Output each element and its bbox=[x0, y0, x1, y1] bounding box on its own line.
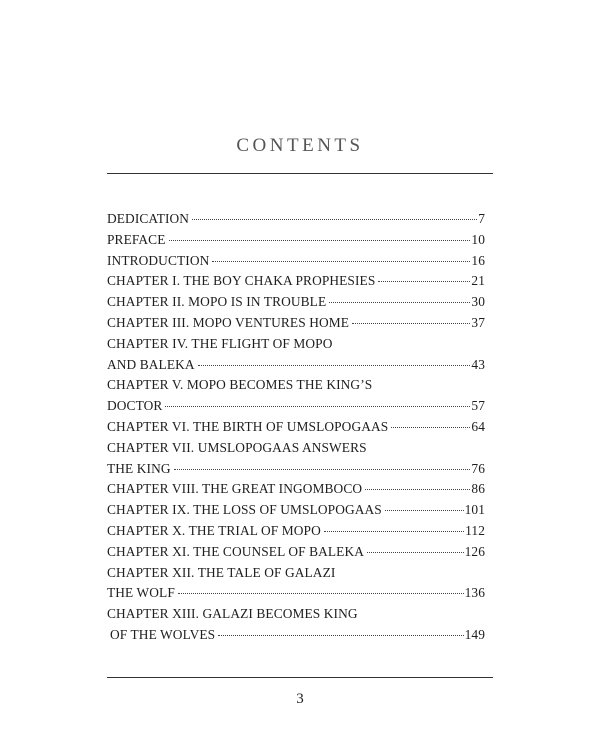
dot-leader bbox=[367, 552, 464, 553]
toc-entry-title: CHAPTER XII. THE TALE OF GALAZI bbox=[107, 564, 336, 580]
toc-entry-title: CHAPTER X. THE TRIAL OF MOPO bbox=[107, 522, 321, 538]
page-number: 3 bbox=[296, 691, 304, 707]
toc-entry bbox=[107, 355, 485, 376]
toc-entry-title: CHAPTER III. MOPO VENTURES HOME bbox=[107, 314, 350, 330]
toc-entry-title: CHAPTER VI. THE BIRTH OF UMSLOPOGAAS bbox=[107, 418, 389, 434]
toc-entry-page: 30 bbox=[471, 294, 485, 310]
toc-entry-page: 86 bbox=[471, 481, 485, 497]
toc-entry-page: 57 bbox=[471, 398, 485, 414]
dot-leader bbox=[352, 323, 470, 324]
toc-entry-title: CHAPTER XIII. GALAZI BECOMES KING bbox=[107, 606, 358, 622]
top-divider bbox=[107, 173, 493, 174]
toc-entry bbox=[107, 500, 485, 521]
dot-leader bbox=[391, 427, 470, 428]
toc-entry-page: 16 bbox=[471, 252, 485, 268]
toc-entry-title: THE KING bbox=[107, 460, 171, 476]
dot-leader bbox=[212, 261, 470, 262]
dot-leader bbox=[192, 219, 477, 220]
toc-entry-page: 136 bbox=[464, 585, 485, 601]
toc-entry-title: AND BALEKA bbox=[107, 356, 195, 372]
toc-entry bbox=[107, 271, 485, 292]
dot-leader bbox=[365, 489, 470, 490]
toc-entry bbox=[107, 563, 485, 584]
table-of-contents bbox=[107, 209, 485, 646]
dot-leader bbox=[329, 302, 470, 303]
toc-entry-title: CHAPTER IV. THE FLIGHT OF MOPO bbox=[107, 335, 333, 351]
toc-entry-title: PREFACE bbox=[107, 231, 166, 247]
toc-entry-page: 37 bbox=[471, 314, 485, 330]
toc-entry-title: CHAPTER V. MOPO BECOMES THE KING’S bbox=[107, 377, 373, 393]
dot-leader bbox=[174, 469, 471, 470]
toc-entry-page: 7 bbox=[478, 211, 485, 226]
toc-entry-title: CHAPTER II. MOPO IS IN TROUBLE bbox=[107, 294, 327, 310]
toc-entry bbox=[107, 375, 485, 396]
toc-entry bbox=[107, 396, 485, 417]
toc-entry bbox=[107, 521, 485, 542]
toc-entry-page: 43 bbox=[471, 356, 485, 372]
toc-entry-title: OF THE WOLVES bbox=[110, 626, 216, 642]
dot-leader bbox=[324, 531, 464, 532]
bottom-divider bbox=[107, 677, 493, 678]
toc-entry-page: 76 bbox=[471, 460, 485, 476]
toc-entry bbox=[107, 334, 485, 355]
toc-entry bbox=[107, 292, 485, 313]
toc-entry bbox=[107, 542, 485, 563]
dot-leader bbox=[378, 281, 470, 282]
toc-entry bbox=[107, 625, 485, 646]
toc-entry bbox=[107, 230, 485, 251]
contents-heading: CONTENTS bbox=[236, 135, 364, 156]
toc-entry-page: 101 bbox=[464, 502, 485, 518]
dot-leader bbox=[178, 593, 464, 594]
toc-entry bbox=[107, 209, 485, 230]
toc-entry-title: THE WOLF bbox=[107, 585, 175, 601]
toc-entry-title: CHAPTER IX. THE LOSS OF UMSLOPOGAAS bbox=[107, 502, 382, 518]
toc-entry-title: DEDICATION bbox=[107, 211, 190, 226]
toc-entry-title: DOCTOR bbox=[107, 398, 163, 414]
toc-entry-title: CHAPTER VIII. THE GREAT INGOMBOCO bbox=[107, 481, 363, 497]
dot-leader bbox=[218, 635, 463, 636]
toc-entry-title: CHAPTER XI. THE COUNSEL OF BALEKA bbox=[107, 543, 364, 559]
toc-entry-page: 112 bbox=[465, 522, 485, 538]
dot-leader bbox=[198, 365, 471, 366]
toc-entry bbox=[107, 313, 485, 334]
toc-entry-page: 64 bbox=[471, 418, 485, 434]
toc-entry bbox=[107, 479, 485, 500]
dot-leader bbox=[169, 240, 471, 241]
toc-entry-page: 21 bbox=[471, 273, 485, 289]
toc-entry-page: 10 bbox=[471, 231, 485, 247]
toc-entry bbox=[107, 604, 485, 625]
toc-entry-page: 126 bbox=[464, 543, 485, 559]
toc-entry-title: INTRODUCTION bbox=[107, 252, 210, 268]
dot-leader bbox=[385, 510, 464, 511]
toc-entry-title: CHAPTER VII. UMSLOPOGAAS ANSWERS bbox=[107, 439, 367, 455]
toc-entry bbox=[107, 459, 485, 480]
toc-entry-title: CHAPTER I. THE BOY CHAKA PROPHESIES bbox=[107, 273, 376, 289]
toc-entry-page: 149 bbox=[464, 626, 485, 642]
toc-entry bbox=[107, 417, 485, 438]
dot-leader bbox=[165, 406, 470, 407]
toc-entry bbox=[107, 583, 485, 604]
toc-entry bbox=[107, 438, 485, 459]
toc-entry bbox=[107, 251, 485, 272]
